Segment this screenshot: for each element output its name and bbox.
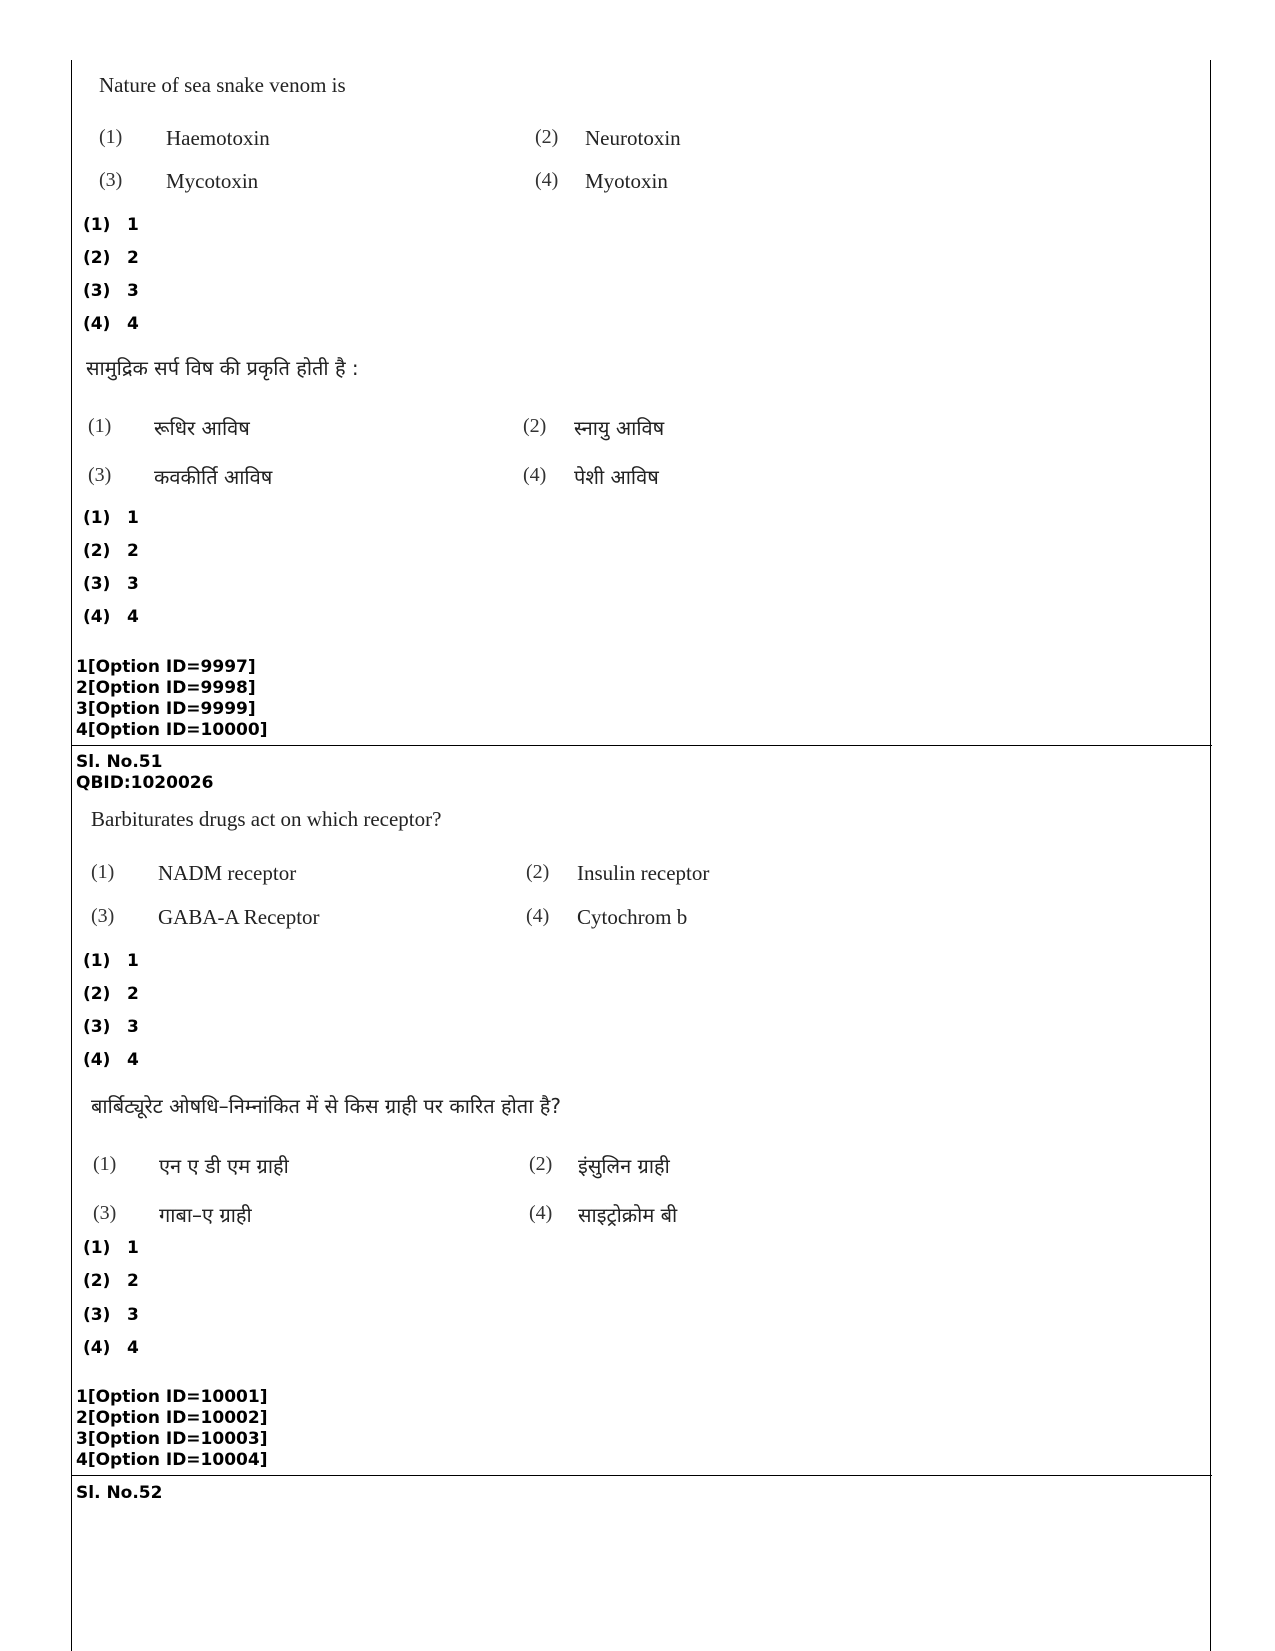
answer-value: 3 xyxy=(127,281,139,301)
option-id: 3[Option ID=10003] xyxy=(76,1429,268,1449)
answer-label: (1) xyxy=(83,215,111,235)
q50-en-option-3-text: Mycotoxin xyxy=(166,169,259,193)
option-id: 1[Option ID=10001] xyxy=(76,1387,268,1407)
q50-question-hindi: सामुद्रिक सर्प विष की प्रकृति होती है : xyxy=(86,356,359,380)
answer-value: 1 xyxy=(127,1238,139,1258)
q51-en-answer-1[interactable] xyxy=(83,951,139,971)
answer-label: (4) xyxy=(83,607,111,627)
q50-hi-option-2-number: (2) xyxy=(523,415,547,437)
q50-hi-answer-3[interactable] xyxy=(83,574,139,594)
answer-value: 4 xyxy=(127,607,139,627)
answer-value: 3 xyxy=(127,1017,139,1037)
answer-label: (3) xyxy=(83,1305,111,1325)
answer-value: 2 xyxy=(127,248,139,268)
q50-hi-answer-2[interactable] xyxy=(83,541,139,561)
q51-qbid: QBID:1020026 xyxy=(76,773,214,793)
q50-en-option-1-number: (1) xyxy=(99,126,123,148)
q52-serial-number: Sl. No.52 xyxy=(76,1483,163,1503)
option-id: 2[Option ID=10002] xyxy=(76,1408,268,1428)
q50-en-option-4-number: (4) xyxy=(535,169,559,191)
q50-en-answer-4[interactable] xyxy=(83,314,139,334)
answer-value: 2 xyxy=(127,1271,139,1291)
answer-label: (4) xyxy=(83,1050,111,1070)
q50-option-ids xyxy=(76,657,267,741)
q50-question-english: Nature of sea snake venom is xyxy=(99,73,346,97)
answer-label: (2) xyxy=(83,248,111,268)
q51-option-ids xyxy=(76,1387,267,1471)
answer-label: (1) xyxy=(83,508,111,528)
q51-hi-option-3-text: गाबा–ए ग्राही xyxy=(159,1203,252,1227)
option-id: 4[Option ID=10000] xyxy=(76,720,268,740)
answer-value: 2 xyxy=(127,541,139,561)
option-id: 2[Option ID=9998] xyxy=(76,678,256,698)
q50-hi-option-1-number: (1) xyxy=(88,415,112,437)
answer-label: (3) xyxy=(83,281,111,301)
q50-hi-option-2-text: स्नायु आविष xyxy=(574,416,665,440)
q51-en-option-3-text: GABA-A Receptor xyxy=(158,905,320,929)
answer-label: (3) xyxy=(83,574,111,594)
q51-en-option-1-text: NADM receptor xyxy=(158,861,297,885)
q51-en-answer-2[interactable] xyxy=(83,984,139,1004)
question-page xyxy=(71,60,1211,1651)
answer-value: 4 xyxy=(127,1338,139,1358)
q50-en-option-2-number: (2) xyxy=(535,126,559,148)
answer-label: (4) xyxy=(83,1338,111,1358)
q51-hi-option-2-number: (2) xyxy=(529,1153,553,1175)
q51-hi-option-4-text: साइट्रोक्रोम बी xyxy=(578,1203,678,1227)
q50-hi-option-3-text: कवकीर्ति आविष xyxy=(154,465,273,489)
option-id: 4[Option ID=10004] xyxy=(76,1450,268,1470)
answer-label: (2) xyxy=(83,541,111,561)
q51-question-hindi: बार्बिट्यूरेट ओषधि–निम्नांकित में से किस ग्राही पर कारित होता है? xyxy=(91,1094,561,1118)
q51-hi-option-1-text: एन ए डी एम ग्राही xyxy=(159,1154,289,1178)
q50-hi-option-3-number: (3) xyxy=(88,464,112,486)
q50-en-option-3-number: (3) xyxy=(99,169,123,191)
q51-en-option-3-number: (3) xyxy=(91,905,115,927)
q50-hi-answer-4[interactable] xyxy=(83,607,139,627)
q51-hi-option-2-text: इंसुलिन ग्राही xyxy=(578,1154,670,1178)
q51-en-option-4-number: (4) xyxy=(526,905,550,927)
q51-en-answer-3[interactable] xyxy=(83,1017,139,1037)
q50-hi-option-4-number: (4) xyxy=(523,464,547,486)
answer-value: 1 xyxy=(127,508,139,528)
q50-en-option-2-text: Neurotoxin xyxy=(585,126,681,150)
q51-en-option-4-text: Cytochrom b xyxy=(577,905,688,929)
question-divider xyxy=(72,745,1212,746)
q50-hi-answer-1[interactable] xyxy=(83,508,139,528)
answer-label: (3) xyxy=(83,1017,111,1037)
answer-value: 2 xyxy=(127,984,139,1004)
answer-value: 1 xyxy=(127,215,139,235)
answer-label: (1) xyxy=(83,951,111,971)
q50-hi-option-1-text: रूधिर आविष xyxy=(154,416,250,440)
option-id: 1[Option ID=9997] xyxy=(76,657,256,677)
q51-serial-number: Sl. No.51 xyxy=(76,752,163,772)
q51-hi-answer-1[interactable] xyxy=(83,1238,139,1258)
answer-value: 1 xyxy=(127,951,139,971)
q51-hi-answer-4[interactable] xyxy=(83,1338,139,1358)
answer-value: 4 xyxy=(127,314,139,334)
q50-hi-option-4-text: पेशी आविष xyxy=(574,465,659,489)
q51-hi-option-3-number: (3) xyxy=(93,1202,117,1224)
q51-question-english: Barbiturates drugs act on which receptor? xyxy=(91,807,442,831)
q50-en-option-1-text: Haemotoxin xyxy=(166,126,270,150)
q50-en-option-4-text: Myotoxin xyxy=(585,169,668,193)
q51-en-answer-4[interactable] xyxy=(83,1050,139,1070)
q51-en-option-1-number: (1) xyxy=(91,861,115,883)
answer-label: (4) xyxy=(83,314,111,334)
q50-en-answer-1[interactable] xyxy=(83,215,139,235)
question-divider xyxy=(72,1475,1212,1476)
option-id: 3[Option ID=9999] xyxy=(76,699,256,719)
answer-value: 3 xyxy=(127,574,139,594)
q50-en-answer-2[interactable] xyxy=(83,248,139,268)
answer-label: (2) xyxy=(83,1271,111,1291)
q51-en-option-2-number: (2) xyxy=(526,861,550,883)
q51-en-option-2-text: Insulin receptor xyxy=(577,861,710,885)
q51-hi-answer-3[interactable] xyxy=(83,1305,139,1325)
answer-value: 4 xyxy=(127,1050,139,1070)
answer-value: 3 xyxy=(127,1305,139,1325)
q50-en-answer-3[interactable] xyxy=(83,281,139,301)
q51-hi-option-1-number: (1) xyxy=(93,1153,117,1175)
q51-hi-option-4-number: (4) xyxy=(529,1202,553,1224)
q51-hi-answer-2[interactable] xyxy=(83,1271,139,1291)
answer-label: (2) xyxy=(83,984,111,1004)
answer-label: (1) xyxy=(83,1238,111,1258)
